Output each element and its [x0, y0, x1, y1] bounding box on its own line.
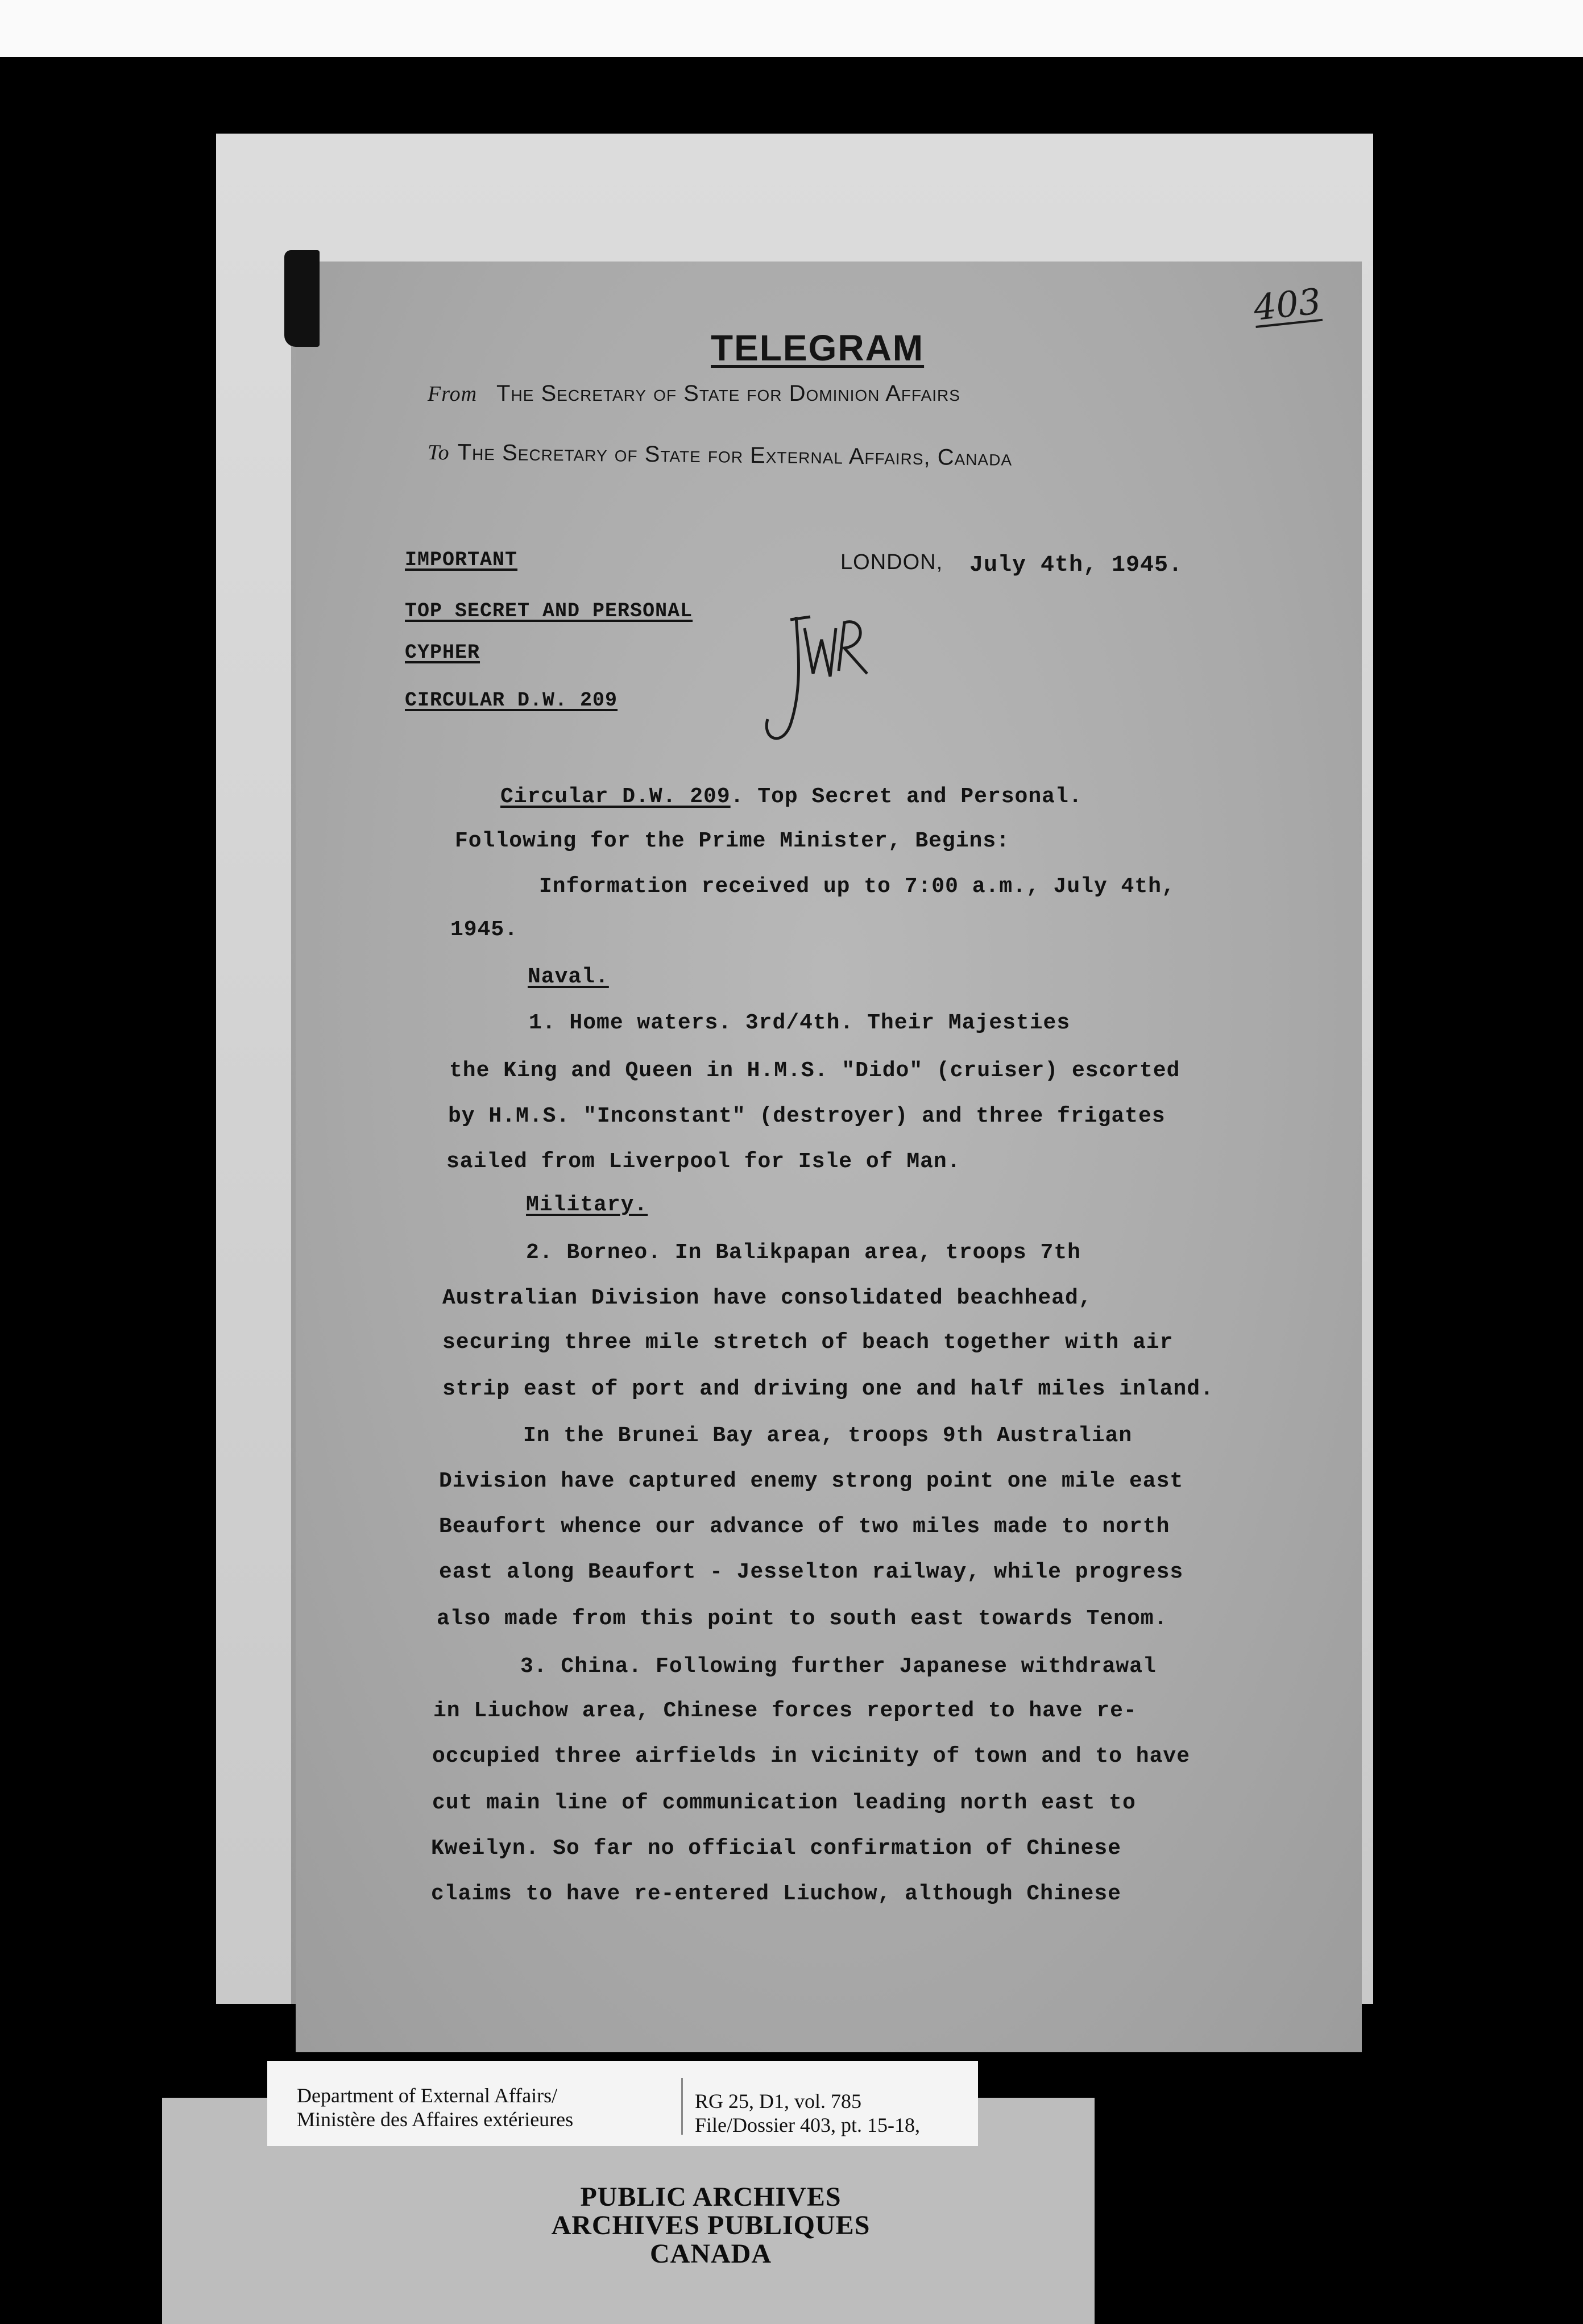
body-line-04: 1945. [450, 918, 519, 942]
archive-record-group: RG 25, D1, vol. 785 [695, 2090, 862, 2113]
date: July 4th, 1945. [969, 553, 1183, 578]
body-line-23: claims to have re-entered Liuchow, although Chinese [431, 1882, 1121, 1906]
to-value: The Secretary of State for External Affairs, Canada [457, 439, 1013, 471]
body-line-06: the King and Queen in H.M.S. "Dido" (cruiser) escorted [449, 1059, 1180, 1083]
heading-naval: Naval. [528, 965, 609, 989]
body-line-15: Beaufort whence our advance of two miles made to north [439, 1514, 1170, 1539]
stamp-line-french: ARCHIVES PUBLIQUES [551, 2210, 871, 2240]
body-line-14: Division have captured enemy strong point one mile east [439, 1469, 1184, 1493]
archive-file-reference: File/Dossier 403, pt. 15-18, [695, 2114, 920, 2136]
body-line-12: strip east of port and driving one and half miles inland. [442, 1377, 1214, 1401]
from-line [428, 381, 960, 406]
body-line-01-rest: . Top Secret and Personal. [730, 785, 1083, 809]
classification-circular: CIRCULAR D.W. 209 [405, 689, 618, 712]
body-line-13: In the Brunei Bay area, troops 9th Australian [523, 1424, 1133, 1448]
place: LONDON, [840, 550, 943, 574]
stamp-line-country: CANADA [650, 2239, 772, 2269]
body-line-11: securing three mile stretch of beach together with air [442, 1330, 1174, 1355]
body-line-22: Kweilyn. So far no official confirmation of Chinese [431, 1836, 1121, 1861]
body-line-17: also made from this point to south east towards Tenom. [437, 1607, 1168, 1631]
body-line-05: 1. Home waters. 3rd/4th. Their Majesties [529, 1011, 1071, 1035]
public-archives-stamp [398, 2183, 1023, 2268]
to-label: To [427, 441, 450, 465]
body-line-07: by H.M.S. "Inconstant" (destroyer) and three frigates [448, 1104, 1166, 1128]
archive-dept-french: Ministère des Affaires extérieures [297, 2108, 574, 2131]
classification-important: IMPORTANT [405, 549, 518, 571]
handwritten-initials [756, 605, 870, 753]
binder-clip-shadow [284, 250, 320, 347]
from-label: From [428, 382, 478, 406]
film-top-strip [0, 0, 1583, 57]
page-number: 403 [1252, 280, 1323, 329]
body-line-03: Information received up to 7:00 a.m., July 4th, [539, 874, 1175, 899]
archive-dept-english: Department of External Affairs/ [297, 2084, 558, 2107]
document-title: TELEGRAM [711, 327, 925, 368]
body-line-09: 2. Borneo. In Balikpapan area, troops 7th [526, 1240, 1081, 1265]
body-line-20: occupied three airfields in vicinity of town and to have [432, 1744, 1191, 1769]
body-line-01 [500, 785, 1083, 809]
body-line-10: Australian Division have consolidated beachhead, [442, 1286, 1092, 1310]
classification-cypher: CYPHER [405, 641, 480, 664]
heading-military: Military. [526, 1193, 648, 1217]
classification-top-secret: TOP SECRET AND PERSONAL [405, 600, 693, 622]
body-line-16: east along Beaufort - Jesselton railway, while progress [439, 1560, 1184, 1584]
body-line-18: 3. China. Following further Japanese withdrawal [520, 1654, 1157, 1679]
body-line-21: cut main line of communication leading north east to [432, 1791, 1136, 1815]
circular-reference: Circular D.W. 209 [500, 785, 731, 809]
from-value: The Secretary of State for Dominion Affairs [496, 381, 960, 406]
body-line-02: Following for the Prime Minister, Begins: [455, 829, 1010, 853]
body-line-08: sailed from Liverpool for Isle of Man. [446, 1149, 961, 1174]
archive-label-divider [681, 2078, 683, 2135]
stamp-line-english: PUBLIC ARCHIVES [580, 2182, 842, 2212]
body-line-19: in Liuchow area, Chinese forces reported to have re- [433, 1699, 1137, 1723]
